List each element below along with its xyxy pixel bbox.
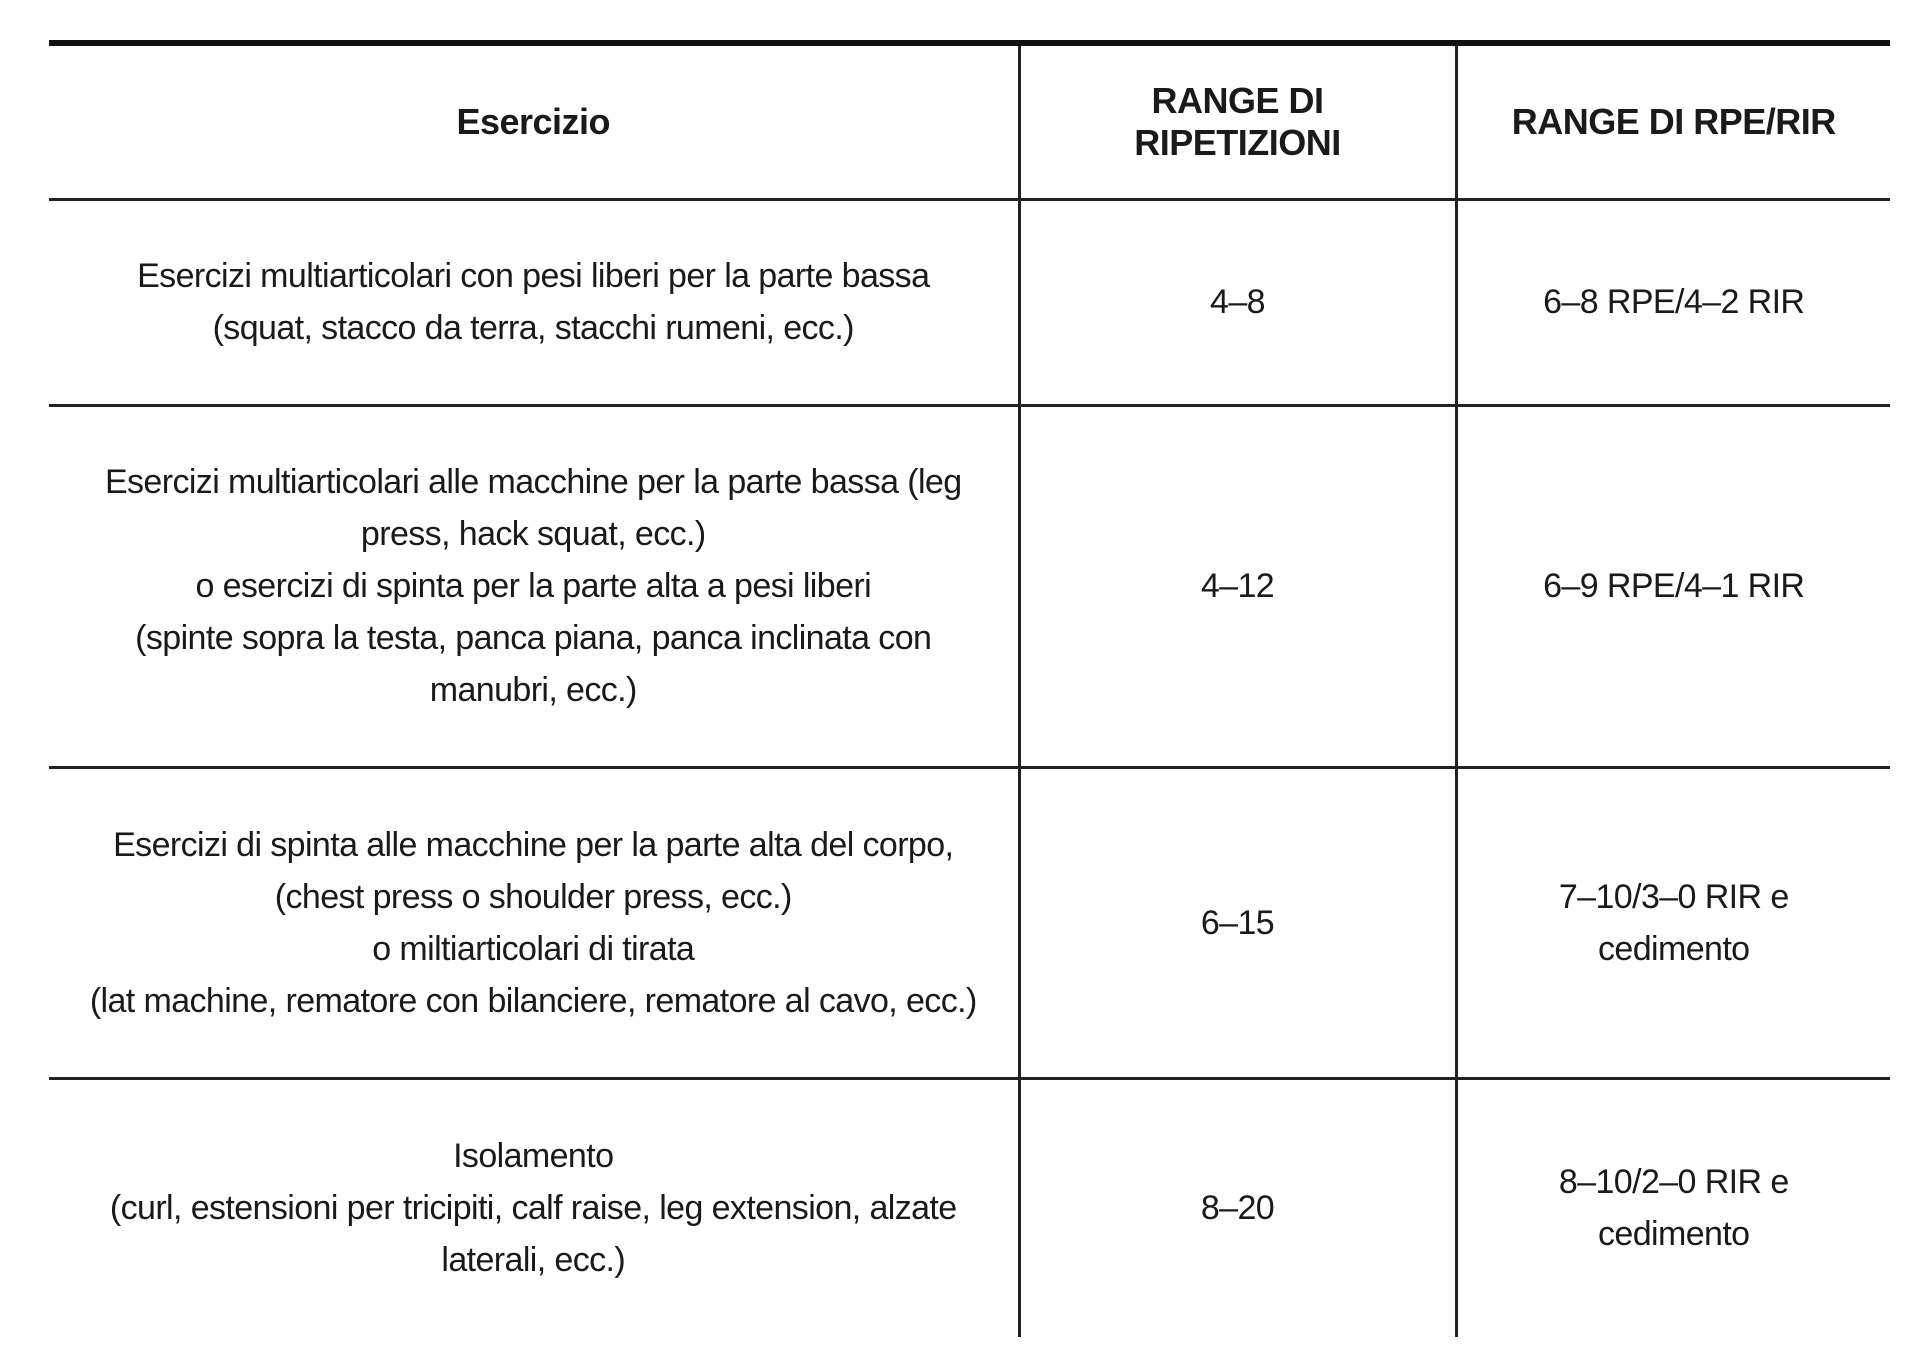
- header-rpe-rir-range: RANGE DI RPE/RIR: [1456, 46, 1890, 199]
- exercise-cell: [49, 1078, 1019, 1337]
- reps-cell: 8–20: [1019, 1078, 1456, 1337]
- reps-cell: 4–12: [1019, 405, 1456, 767]
- exercise-table-container: [49, 40, 1890, 1337]
- reps-cell: 6–15: [1019, 767, 1456, 1078]
- exercise-cell: [49, 767, 1019, 1078]
- exercise-line: Esercizi multiarticolari con pesi liberi per la parte bassa: [137, 257, 930, 295]
- table-row: [49, 1078, 1890, 1337]
- exercise-line: (chest press o shoulder press, ecc.): [274, 877, 792, 916]
- exercise-line: manubri, ecc.): [429, 671, 637, 709]
- table-row: [49, 405, 1890, 767]
- exercise-line: press, hack squat, ecc.): [360, 515, 706, 553]
- exercise-cell: [49, 199, 1019, 405]
- reps-cell: 4–8: [1019, 199, 1456, 405]
- exercise-line: o miltiarticolari di tirata: [372, 929, 695, 968]
- header-exercise: Esercizio: [49, 46, 1019, 199]
- exercise-line: laterali, ecc.): [441, 1241, 626, 1280]
- exercise-line: o esercizi di spinta per la parte alta a pesi liberi: [195, 567, 872, 605]
- exercise-line: Esercizi di spinta alle macchine per la parte alta del corpo,: [113, 825, 954, 864]
- exercise-line: (curl, estensioni per tricipiti, calf raise, leg extension, alzate: [109, 1189, 957, 1228]
- table-row: [49, 767, 1890, 1078]
- exercise-table: [49, 46, 1890, 1337]
- rpe-cell: 8–10/2–0 RIR e cedimento: [1456, 1078, 1890, 1337]
- exercise-line: Isolamento: [453, 1137, 614, 1176]
- exercise-line: (spinte sopra la testa, panca piana, panca inclinata con: [135, 619, 932, 657]
- header-rep-range: RANGE DI RIPETIZIONI: [1019, 46, 1456, 199]
- exercise-line: (lat machine, rematore con bilanciere, rematore al cavo, ecc.): [89, 981, 977, 1020]
- table-header-row: [49, 46, 1890, 199]
- rpe-cell: 6–8 RPE/4–2 RIR: [1456, 199, 1890, 405]
- rpe-cell: 6–9 RPE/4–1 RIR: [1456, 405, 1890, 767]
- table-row: [49, 199, 1890, 405]
- exercise-cell: [49, 405, 1019, 767]
- exercise-line: Esercizi multiarticolari alle macchine per la parte bassa (leg: [104, 463, 962, 501]
- exercise-line: (squat, stacco da terra, stacchi rumeni, ecc.): [212, 309, 854, 347]
- rpe-cell: 7–10/3–0 RIR e cedimento: [1456, 767, 1890, 1078]
